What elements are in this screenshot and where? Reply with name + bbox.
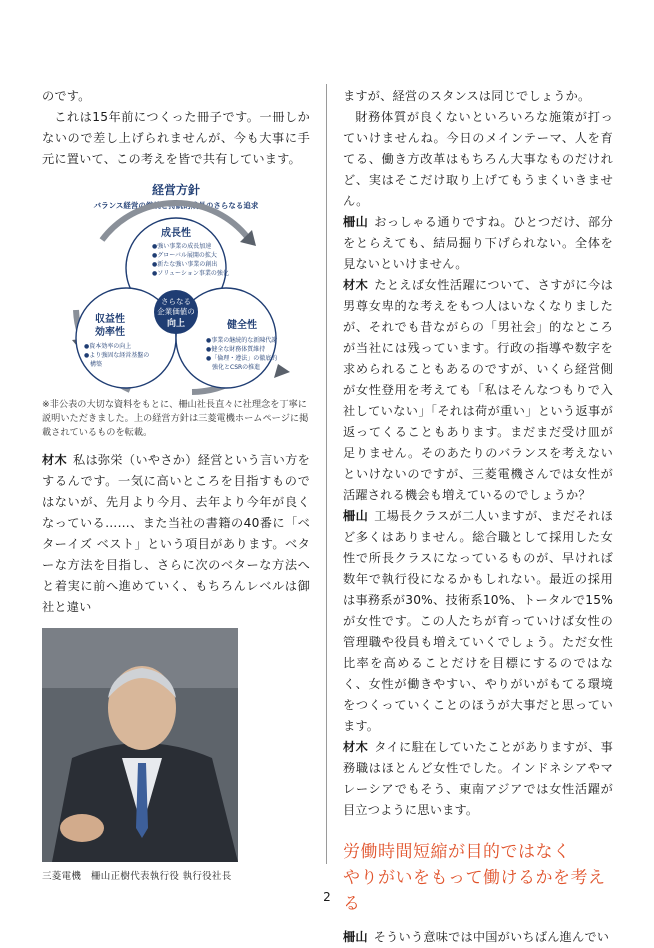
- center-label: 企業価値の: [157, 307, 195, 316]
- column-divider: [326, 84, 327, 864]
- soundness-title: 健全性: [227, 320, 257, 331]
- speech-text: タイに駐在していたことがありますが、事務職はほとんど女性でした。インドネシアやマレーシアでもそう、東南アジアでは女性活躍が目立つように思います。: [343, 740, 613, 817]
- growth-item: ●グローバル展開の拡大: [152, 252, 217, 259]
- growth-title: 成長性: [161, 228, 191, 239]
- speech-paragraph: [42, 450, 310, 618]
- speech-paragraph: [343, 275, 613, 506]
- center-label: さらなる: [161, 297, 191, 306]
- speech-text: 工場長クラスが二人いますが、まだそれほど多くはありません。総合職として採用した女性で所長クラスになっているものが、早ければ数年で執行役になるかもしれない。最近の採用は事務系が30%、技術系10%、トータルで15%が女性です。この人たちが育っていけば女性の管理職や役員も増えていくでしょう。ただ女性比率を高めることだけを目標にするのではなく、女性が働きやすい、やりがいがもてる環境をつくっていくことのほうが大事だと思っています。: [343, 509, 613, 733]
- paragraph: これは15年前につくった冊子です。一冊しかないので差し上げられませんが、今も大事に手元に置いて、この考えを皆で共有しています。: [42, 110, 310, 166]
- diagram-title: 経営方針: [151, 183, 201, 197]
- portrait-photo: [42, 628, 238, 862]
- profitability-item: ●資本効率の向上: [84, 343, 132, 350]
- speech-text: たとえば女性活躍について、さすがに今は男尊女卑的な考えをもつ人はいなくなりましたが、それでも昔ながらの「男社会」的なところが当社には残っています。行政の指導や数字を求められることもあるのですが、いくら経営側が女性登用を考えても「私はそんなつもりで入社していない」「それは荷が重い」という返事が返ってくることもあります。まだまだ受け皿が足りません。そのあたりのバランスを考えないといけないのですが、三菱電機さんでは女性が活躍される機会も増えているのでしょうか？: [343, 278, 614, 502]
- speech-text: おっしゃる通りですね。ひとつだけ、部分をとらえても、結局掘り下げられない。全体を見ないといけません。: [343, 215, 613, 271]
- growth-item: ●ソリューション事業の強化: [152, 270, 229, 277]
- left-column: [42, 86, 310, 882]
- section-heading: [343, 839, 613, 917]
- soundness-item: ●健全な財務体質維持: [206, 346, 266, 353]
- speech-text: そういう意味では中国がいちばん進んでい: [373, 930, 610, 944]
- speaker-name: 柵山: [343, 930, 368, 944]
- photo-caption: 三菱電機 柵山正樹代表執行役 執行役社長: [42, 871, 232, 882]
- center-label: 向上: [166, 319, 186, 329]
- diagram-subtitle: バランス経営の継続と持続的成長のさらなる追求: [93, 201, 259, 210]
- section-heading-line: やりがいをもって働けるかを考える: [343, 868, 606, 914]
- section-heading-line: 労働時間短縮が目的ではなく: [343, 842, 571, 862]
- growth-item: ●新たな強い事業の創出: [152, 261, 218, 268]
- soundness-item: ●事業の継続的な新陳代謝: [206, 337, 278, 344]
- speech-paragraph: [343, 506, 613, 737]
- speech-text: 私は弥栄（いやさか）経営という言い方をするんです。一気に高いところを目指すものではないが、先月より今月、去年より今年が良くなっている……、また当社の書籍の40番に「ベターイズ ベスト」という項目があります。ベターな方法を目指し、さらに次のベターな方法へと着実に前へ進めていく、もちろんレベルは御社と違い: [42, 453, 310, 614]
- right-column: [343, 86, 613, 948]
- speech-paragraph: [343, 212, 613, 275]
- speaker-name: 柵山: [343, 215, 369, 229]
- speaker-name: 材木: [42, 453, 67, 467]
- speech-paragraph: [343, 927, 613, 948]
- profitability-item: 構築: [84, 361, 103, 368]
- profitability-item: ●より強固な経営基盤の: [84, 352, 150, 359]
- growth-item: ●強い事業の成長加速: [152, 243, 212, 250]
- speaker-name: 材木: [343, 740, 369, 754]
- speaker-name: 材木: [343, 278, 369, 292]
- soundness-item: 強化とCSRの推進: [206, 364, 261, 371]
- efficiency-title: 効率性: [95, 327, 125, 338]
- speech-paragraph: [343, 737, 613, 821]
- soundness-item: ●「倫理・遵法」の徹底的: [206, 355, 278, 362]
- figure-note: ※非公表の大切な資料をもとに、柵山社長直々に社理念を丁寧に説明いただきました。上の経営方針は三菱電機ホームページに掲載されているものを転載。: [42, 399, 309, 438]
- paragraph: 財務体質が良くないといろいろな施策が打っていけませんね。今日のメインテーマ、人を育てる、働き方改革はもちろん大事なものだけれど、実はそこだけ取り上げてもうまくいきません。: [343, 110, 613, 208]
- speaker-name: 柵山: [343, 509, 369, 523]
- paragraph: のです。: [42, 89, 91, 103]
- page-number: 2: [323, 890, 331, 904]
- management-policy-diagram: [42, 180, 310, 398]
- profitability-title: 収益性: [95, 314, 125, 325]
- paragraph: ますが、経営のスタンスは同じでしょうか。: [343, 89, 591, 103]
